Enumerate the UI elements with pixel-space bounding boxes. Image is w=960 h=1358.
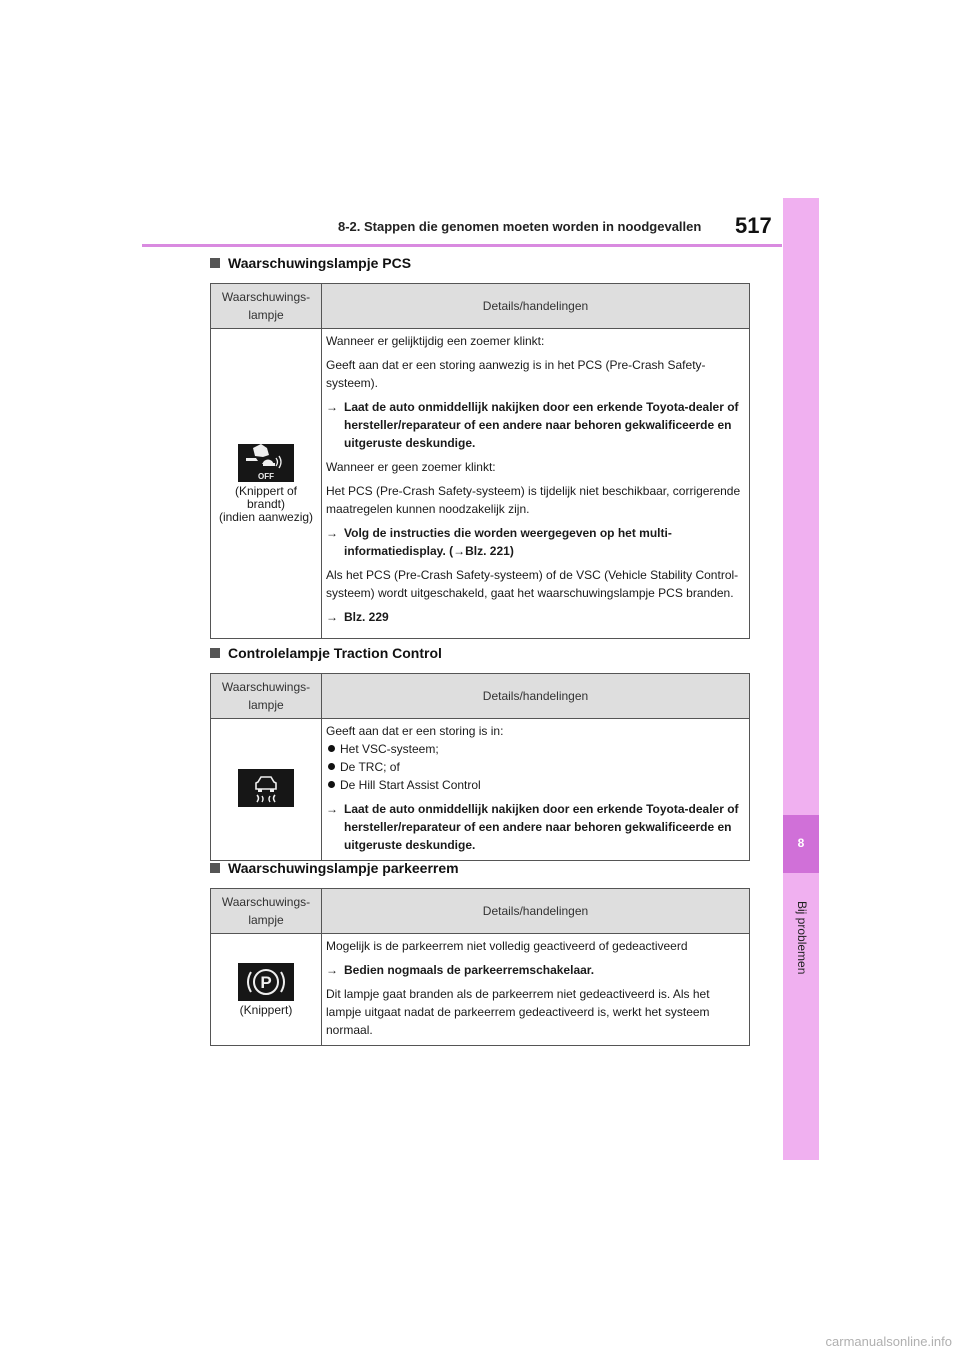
table-row: [211, 719, 750, 861]
details-text: Dit lampje gaat branden als de parkeerrem niet gedeactiveerd is. Als het lampje uitgaat nadat de parkeerrem gedeactiveerd is, werkt het systeem normaal.: [326, 987, 710, 1037]
header-details: Details/handelingen: [322, 674, 750, 719]
details-text: Het PCS (Pre-Crash Safety-systeem) is tijdelijk niet beschikbaar, corrigerende maatregelen kunnen noodzakelijk zijn.: [326, 484, 741, 516]
lamp-cell: P (Knippert): [211, 934, 322, 1046]
table-parking: [210, 888, 750, 1046]
table-trc: [210, 673, 750, 861]
table-header-row: [211, 674, 750, 719]
table-pcs: [210, 283, 750, 639]
details-cell: [322, 329, 750, 639]
header-details: Details/handelingen: [322, 284, 750, 329]
header-lamp: Waarschuwings- lampje: [211, 674, 322, 719]
table-row: [211, 934, 750, 1046]
chapter-number: 8: [797, 836, 805, 850]
footer-watermark: carmanualsonline.info: [825, 1334, 952, 1349]
arrow-icon: →: [326, 610, 338, 624]
action-item: → Bedien nogmaals de parkeerremschakelaar.: [326, 963, 595, 977]
list-item: Het VSC-systeem;: [326, 740, 743, 758]
arrow-icon: →: [326, 400, 338, 414]
details-text: Wanneer er gelijktijdig een zoemer klinkt:: [326, 334, 545, 348]
heading-text: Controlelampje Traction Control: [228, 645, 442, 661]
pcs-warning-icon: [238, 444, 294, 482]
header-details: Details/handelingen: [322, 889, 750, 934]
chapter-title: Bij problemen: [795, 901, 809, 975]
section-title: 8-2. Stappen die genomen moeten worden in noodgevallen: [338, 219, 702, 234]
arrow-icon: →: [326, 963, 338, 977]
svg-text:OFF: OFF: [258, 471, 274, 481]
action-item: → Volg de instructies die worden weergegeven op het multi-informatiedisplay. (→Blz. 221): [326, 526, 672, 558]
details-cell: [322, 719, 750, 861]
details-text: Geeft aan dat er een storing aanwezig is in het PCS (Pre-Crash Safety-systeem).: [326, 358, 706, 390]
page-number: 517: [735, 213, 772, 238]
table-header-row: [211, 889, 750, 934]
action-item: → Laat de auto onmiddellijk nakijken door een erkende Toyota-dealer of hersteller/reparateur of een andere naar behoren gekwalificeerde en uitgeruste deskundige.: [326, 400, 739, 450]
heading-text: Waarschuwingslampje parkeerrem: [228, 860, 459, 876]
action-item: → Laat de auto onmiddellijk nakijken door een erkende Toyota-dealer of hersteller/reparateur of een andere naar behoren gekwalificeerde en uitgeruste deskundige.: [326, 802, 739, 852]
arrow-icon: →: [326, 526, 338, 540]
header-lamp: Waarschuwings- lampje: [211, 284, 322, 329]
square-bullet-icon: [210, 648, 220, 658]
traction-control-icon: [238, 769, 294, 807]
section-heading-trc: [210, 645, 442, 661]
header-lamp: Waarschuwings- lampje: [211, 889, 322, 934]
square-bullet-icon: [210, 863, 220, 873]
arrow-icon: →: [453, 544, 466, 558]
action-item: → Blz. 229: [326, 610, 389, 624]
details-text: Wanneer er geen zoemer klinkt:: [326, 460, 496, 474]
svg-text:P: P: [260, 972, 272, 992]
table-header-row: [211, 284, 750, 329]
details-cell: [322, 934, 750, 1046]
lamp-cell: OFF (Knippert of brandt) (indien aanwezig): [211, 329, 322, 639]
side-tab: [783, 198, 819, 1160]
header-rule: [142, 244, 782, 247]
arrow-icon: →: [326, 802, 338, 816]
list-item: De TRC; of: [326, 758, 743, 776]
heading-text: Waarschuwingslampje PCS: [228, 255, 412, 271]
section-heading-pcs: [210, 255, 411, 271]
details-text: Als het PCS (Pre-Crash Safety-systeem) of de VSC (Vehicle Stability Control-systeem) wordt uitgeschakeld, gaat het waarschuwingslampje PCS branden.: [326, 568, 739, 600]
lamp-cell: [211, 719, 322, 861]
details-text: Mogelijk is de parkeerrem niet volledig geactiveerd of gedeactiveerd: [326, 939, 688, 953]
list-item: De Hill Start Assist Control: [326, 776, 743, 794]
parking-brake-icon: [238, 963, 294, 1001]
table-row: [211, 329, 750, 639]
square-bullet-icon: [210, 258, 220, 268]
section-heading-parking: [210, 860, 459, 876]
details-text: Geeft aan dat er een storing is in:: [326, 724, 504, 738]
